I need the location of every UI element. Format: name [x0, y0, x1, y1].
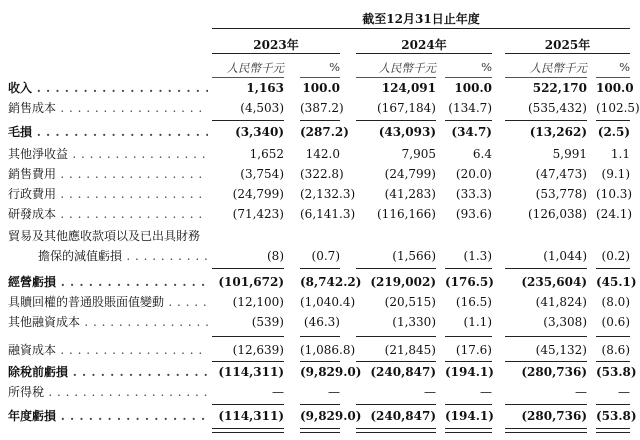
percent-cell: —	[618, 385, 630, 399]
percent-cell: (1,040.4)	[300, 295, 356, 309]
percent-cell: 1.1	[610, 147, 630, 161]
percent-cell: (287.2)	[300, 125, 349, 139]
value-cell: (12,639)	[232, 343, 284, 357]
value-cell: 522,170	[532, 81, 587, 95]
row-label: 其他淨收益 . . .	[8, 144, 208, 164]
value-cell: (24,799)	[232, 187, 284, 201]
value-cell: (12,100)	[232, 295, 284, 309]
percent-cell: (9,829.0)	[300, 409, 362, 423]
table-row	[0, 122, 640, 142]
unit-percent-2023: %	[329, 60, 340, 74]
table-row	[0, 292, 640, 312]
table-row	[0, 312, 640, 332]
unit-percent-2025: %	[619, 60, 630, 74]
total-double-rule	[596, 428, 630, 433]
value-cell: (240,847)	[370, 409, 436, 423]
row-label: 除稅前虧損 . . .	[8, 362, 208, 382]
value-cell: (1,566)	[392, 249, 436, 263]
subtotal-rule	[505, 336, 587, 337]
value-cell: (219,002)	[370, 275, 436, 289]
table-row	[0, 340, 640, 360]
subtotal-rule	[445, 120, 492, 121]
period-header: 截至12月31日止年度	[362, 12, 480, 26]
row-label: 收入 . . .	[8, 78, 208, 98]
percent-cell: 100.0	[454, 81, 492, 95]
subtotal-rule	[356, 336, 436, 337]
table-row	[0, 382, 640, 402]
value-cell: 7,905	[401, 147, 436, 161]
value-cell: (101,672)	[218, 275, 284, 289]
value-cell: (8)	[267, 249, 284, 263]
row-label: 行政費用 . . .	[8, 184, 208, 204]
percent-cell: —	[328, 385, 340, 399]
value-cell: (43,093)	[378, 125, 436, 139]
percent-cell: (9.1)	[601, 167, 630, 181]
value-cell: (1,330)	[392, 315, 436, 329]
table-row	[0, 144, 640, 164]
percent-cell: (9,829.0)	[300, 365, 362, 379]
value-cell: (3,308)	[543, 315, 587, 329]
value-cell: (535,432)	[528, 101, 587, 115]
value-cell: 1,652	[249, 147, 284, 161]
percent-cell: (46.3)	[303, 315, 340, 329]
year-header-2024: 2024年	[401, 38, 447, 52]
subtotal-rule	[596, 268, 630, 269]
percent-cell: (53.8)	[596, 409, 637, 423]
row-label: 研發成本 . . .	[8, 204, 208, 224]
table-row	[0, 362, 640, 382]
year-header-2023: 2023年	[253, 38, 299, 52]
subtotal-rule	[596, 120, 630, 121]
percent-cell: (8.0)	[601, 295, 630, 309]
total-double-rule	[212, 428, 284, 433]
value-cell: (116,166)	[377, 207, 436, 221]
row-label: 所得稅 . . .	[8, 382, 208, 402]
value-cell: (20,515)	[384, 295, 436, 309]
percent-cell: (34.7)	[451, 125, 492, 139]
value-cell: —	[424, 385, 436, 399]
percent-cell: (322.8)	[300, 167, 344, 181]
value-cell: (126,038)	[528, 207, 587, 221]
table-row	[0, 184, 640, 204]
subtotal-rule	[505, 268, 587, 269]
subtotal-rule	[445, 404, 492, 405]
percent-cell: (1.1)	[463, 315, 492, 329]
subtotal-rule	[212, 404, 284, 405]
year-rule-2024	[356, 53, 492, 54]
percent-cell: 100.0	[596, 81, 634, 95]
value-cell: (24,799)	[384, 167, 436, 181]
subtotal-rule	[356, 120, 436, 121]
percent-cell: (33.3)	[455, 187, 492, 201]
value-cell: (53,778)	[535, 187, 587, 201]
percent-cell: (17.6)	[455, 343, 492, 357]
percent-cell: (6,141.3)	[300, 207, 356, 221]
percent-cell: (2,132.3)	[300, 187, 356, 201]
percent-cell: (0.2)	[601, 249, 630, 263]
value-cell: 5,991	[552, 147, 587, 161]
year-rule-2025	[505, 53, 630, 54]
year-header-2025: 2025年	[544, 38, 591, 52]
percent-cell: (10.3)	[596, 187, 633, 201]
value-cell: 1,163	[246, 81, 284, 95]
table-row	[0, 406, 640, 426]
percent-cell: (8,742.2)	[300, 275, 362, 289]
subtotal-rule	[212, 336, 284, 337]
percent-cell: (20.0)	[455, 167, 492, 181]
value-cell: (41,283)	[384, 187, 436, 201]
table-row	[0, 204, 640, 224]
row-label: 毛損 . . .	[8, 122, 208, 142]
subtotal-rule	[212, 268, 284, 269]
row-label: 經營虧損 . . .	[8, 272, 208, 292]
unit-currency-2024: 人民幣千元	[378, 61, 436, 75]
total-double-rule	[445, 428, 492, 433]
value-cell: (4,503)	[240, 101, 284, 115]
year-rule-2023	[212, 53, 340, 54]
percent-cell: (8.6)	[601, 343, 630, 357]
row-label: 融資成本 . . .	[8, 340, 208, 360]
value-cell: (21,845)	[384, 343, 436, 357]
value-cell: (280,736)	[521, 409, 587, 423]
subtotal-rule	[596, 404, 630, 405]
percent-cell: (387.2)	[300, 101, 344, 115]
row-label: 其他融資成本 . . .	[8, 312, 208, 332]
value-cell: (240,847)	[370, 365, 436, 379]
row-label: 年度虧損 . . .	[8, 406, 208, 426]
total-double-rule	[300, 428, 340, 433]
percent-cell: (194.1)	[445, 365, 494, 379]
row-label-continued: 擔保的減值虧損 . . .	[38, 246, 208, 266]
unit-currency-2023: 人民幣千元	[226, 61, 284, 75]
percent-cell: 142.0	[305, 147, 340, 161]
subtotal-rule	[445, 336, 492, 337]
subtotal-rule	[445, 268, 492, 269]
percent-cell: 100.0	[302, 81, 340, 95]
total-double-rule	[356, 428, 436, 433]
subtotal-rule	[356, 404, 436, 405]
value-cell: (1,044)	[543, 249, 587, 263]
percent-cell: (102.5)	[596, 101, 640, 115]
percent-cell: (53.8)	[596, 365, 637, 379]
value-cell: (235,604)	[521, 275, 587, 289]
value-cell: (539)	[251, 315, 284, 329]
value-cell: (41,824)	[535, 295, 587, 309]
value-cell: (47,473)	[535, 167, 587, 181]
percent-cell: (93.6)	[455, 207, 492, 221]
table-row	[0, 164, 640, 184]
percent-cell: (194.1)	[445, 409, 494, 423]
row-label: 銷售費用 . . .	[8, 164, 208, 184]
percent-cell: —	[480, 385, 492, 399]
percent-cell: (0.7)	[311, 249, 340, 263]
unit-percent-2024: %	[481, 60, 492, 74]
subtotal-rule	[505, 120, 587, 121]
value-cell: (3,754)	[240, 167, 284, 181]
table-row-label-line1	[0, 226, 640, 246]
value-cell: (71,423)	[232, 207, 284, 221]
table-row	[0, 78, 640, 98]
value-cell: (167,184)	[377, 101, 436, 115]
percent-cell: (2.5)	[597, 125, 630, 139]
value-cell: —	[272, 385, 284, 399]
unit-currency-2025: 人民幣千元	[529, 61, 587, 75]
percent-cell: (134.7)	[448, 101, 492, 115]
row-label: 具贖回權的普通股賬面值變動 . . .	[8, 292, 208, 312]
subtotal-rule	[300, 336, 340, 337]
table-row	[0, 272, 640, 292]
total-double-rule	[505, 428, 587, 433]
value-cell: (45,132)	[535, 343, 587, 357]
table-row	[0, 246, 640, 266]
value-cell: (3,340)	[235, 125, 284, 139]
subtotal-rule	[300, 404, 340, 405]
subtotal-rule	[300, 120, 340, 121]
percent-cell: (1,086.8)	[300, 343, 356, 357]
table-row	[0, 98, 640, 118]
value-cell: (114,311)	[218, 409, 284, 423]
subtotal-rule	[505, 404, 587, 405]
value-cell: (280,736)	[521, 365, 587, 379]
subtotal-rule	[300, 268, 340, 269]
percent-cell: (24.1)	[596, 207, 633, 221]
percent-cell: (176.5)	[445, 275, 494, 289]
row-label: 銷售成本 . . .	[8, 98, 208, 118]
subtotal-rule	[212, 120, 284, 121]
subtotal-rule	[596, 336, 630, 337]
value-cell: (114,311)	[218, 365, 284, 379]
percent-cell: (1.3)	[463, 249, 492, 263]
percent-cell: (16.5)	[455, 295, 492, 309]
period-rule	[212, 28, 630, 29]
percent-cell: (0.6)	[601, 315, 630, 329]
value-cell: (13,262)	[529, 125, 587, 139]
value-cell: 124,091	[381, 81, 436, 95]
percent-cell: (45.1)	[596, 275, 637, 289]
value-cell: —	[575, 385, 587, 399]
percent-cell: 6.4	[472, 147, 492, 161]
row-label: 貿易及其他應收款項以及已出具財務	[8, 229, 201, 243]
subtotal-rule	[356, 268, 436, 269]
